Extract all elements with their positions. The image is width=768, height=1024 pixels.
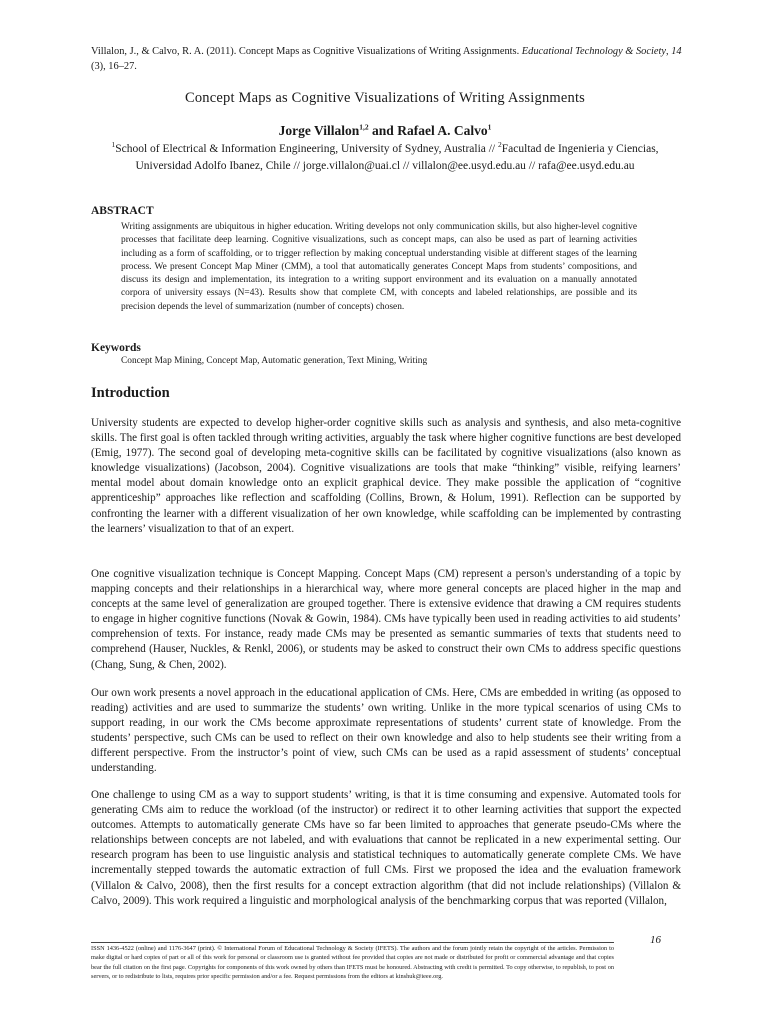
keywords-list: Concept Map Mining, Concept Map, Automatic generation, Text Mining, Writing (121, 356, 428, 366)
footer-divider (91, 942, 614, 943)
author-affiliation-mark: 1,2 (359, 122, 369, 132)
abstract-body: Writing assignments are ubiquitous in higher education. Writing develops not only communication skills, but also higher-level cognitive processes that facilitate deep learning. Cognitive visualizations, such as concept maps, can also be used as part of learning activities including as a form of scaffolding, or to trigger reflection by making conceptual understanding visible at different stages of the learning process. We present Concept Map Miner (CMM), a tool that automatically generates Concept Maps from students’ compositions, and discuss its design and implementation, its integration to a writing support environment and its evaluation on a manually annotated corpora of university essays (N=43). Results show that complete CM, with concepts and labeled relationships, are possible and its precision depends the level of summarization (number of concepts) chosen. (121, 222, 637, 312)
paragraph: University students are expected to develop higher-order cognitive skills such as analysis and synthesis, and also meta-cognitive skills. The first goal is often tackled through writing activities, arguably the task where higher cognitive functions are best developed (Emig, 1977). The second goal of developing meta-cognitive skills can be facilitated by cognitive visualizations (also known as knowledge visualizations) (Jacobson, 2004). Cognitive visualizations are tools that make “thinking” visible, reifying learners’ mental model about domain knowledge onto an explicit graphical device. They make possible the application of “cognitive apprenticeship” approaches like reflection and scaffolding (Collins, Brown, & Holum, 1991). Reflection can be supported by confronting the learner with a different visualization of her own knowledge, while scaffolding can be implemented by contrasting the learners’ visualization to that of an expert. (91, 417, 681, 535)
journal-volume: 14 (671, 46, 682, 57)
abstract-heading: ABSTRACT (91, 205, 154, 217)
paragraph: Our own work presents a novel approach in the educational application of CMs. Here, CMs are embedded in writing (as opposed to reading) activities and are used to summarize the students’ own writing. Unlike in the more typical scenarios of using CMs to support reading, in our work the CMs become approximate representations of students’ current state of knowledge. From the students’ perspective, such CMs can be used to reflect on their own knowledge and also to help students see their writing from a different perspective. From the instructor’s point of view, such CMs can be used as a rapid assessment of students’ conceptual understanding. (91, 687, 681, 775)
author-conjunction: and (372, 123, 394, 138)
paragraph: One cognitive visualization technique is Concept Mapping. Concept Maps (CM) represent a person's understanding of a topic by mapping concepts and their relationships in a hierarchical way, where more general concepts are placed higher in the map and concepts at the same level of generalization are grouped together. There is extensive evidence that drawing a CM requires students to engage in higher cognitive functions (Novak & Gowin, 1984). CMs have typically been used in reading activities to aid students’ comprehension of texts. For instance, ready made CMs may be presented as semantic summaries of texts that students need to comprehend (Hauser, Nuckles, & Renkl, 2006), or students may be asked to construct their own CMs to address specific questions (Chang, Sung, & Chen, 2002). (91, 568, 681, 671)
copyright-notice: ISSN 1436-4522 (online) and 1176-3647 (print). © International Forum of Educational Technology & Society (IFETS). The authors and the forum jointly retain the copyright of the articles. Permission to make digital or hard copies of part or all of this work for personal or classroom use is granted without fee provided that copies are not made or distributed for profit or commercial advantage and that copies bear the full citation on the first page. Copyrights for components of this work owned by others than IFETS must be honoured. Abstracting with credit is permitted. To copy otherwise, to republish, to post on servers, or to redistribute to lists, requires prior specific permission and/or a fee. Request permissions from the editors at kinshuk@ieee.org. (91, 945, 614, 980)
page-number: 16 (650, 934, 661, 946)
author-line (60, 123, 710, 139)
paragraph: One challenge to using CM as a way to support students’ writing, is that it is time consuming and expensive. Automated tools for generating CMs aim to reduce the workload (of the instructor) or redirect it to other learning activities that support the expected outcomes. Attempts to automatically generate CMs have so far been limited to approaches that generate pseudo-CMs where the relationships between concepts are not labeled, and with evaluations that cannot be replicated in a new experimental setting. Our research program has been to use linguistic analysis and statistical techniques to automatically generate complete CMs. We have incrementally stepped towards the automatic extraction of full CMs. First we proposed the idea and the evaluation framework (Villalon & Calvo, 2008), then the first results for a concept extraction algorithm (that did not include relationships) (Villalon & Calvo, 2009). This work required a linguistic and morphological analysis of the benchmarking corpus that was reported (Villalon, (91, 789, 681, 907)
author-affiliation-mark: 1 (487, 122, 492, 132)
affiliations (100, 141, 670, 174)
affiliation-text: School of Electrical & Information Engineering, University of Sydney, Australia // (115, 143, 499, 155)
journal-name: Educational Technology & Society (521, 46, 666, 57)
author-name: Rafael A. Calvo (397, 123, 488, 138)
affiliation-mark: 1 (111, 140, 116, 150)
author-name: Jorge Villalon (278, 123, 360, 138)
affiliation-text: Facultad de Ingenieria y Ciencias, Universidad Adolfo Ibanez, Chile // jorge.villalon@uai.cl // villalon@ee.usyd.edu.au // rafa@ee.usyd.edu.au (135, 143, 659, 172)
citation-prefix: Villalon, J., & Calvo, R. A. (2011). Concept Maps as Cognitive Visualizations of Writing Assignments. (91, 46, 520, 57)
affiliation-mark: 2 (498, 140, 502, 150)
keywords-heading: Keywords (91, 342, 141, 354)
paper-title: Concept Maps as Cognitive Visualizations of Writing Assignments (184, 90, 586, 106)
issue-pages: (3), 16–27. (91, 61, 137, 72)
section-heading-introduction: Introduction (91, 385, 170, 401)
citation-header: Villalon, J., & Calvo, R. A. (2011). Concept Maps as Cognitive Visualizations of Writing Assignments. Educational Technology & Society, 14 (3), 16–27. (91, 46, 682, 72)
